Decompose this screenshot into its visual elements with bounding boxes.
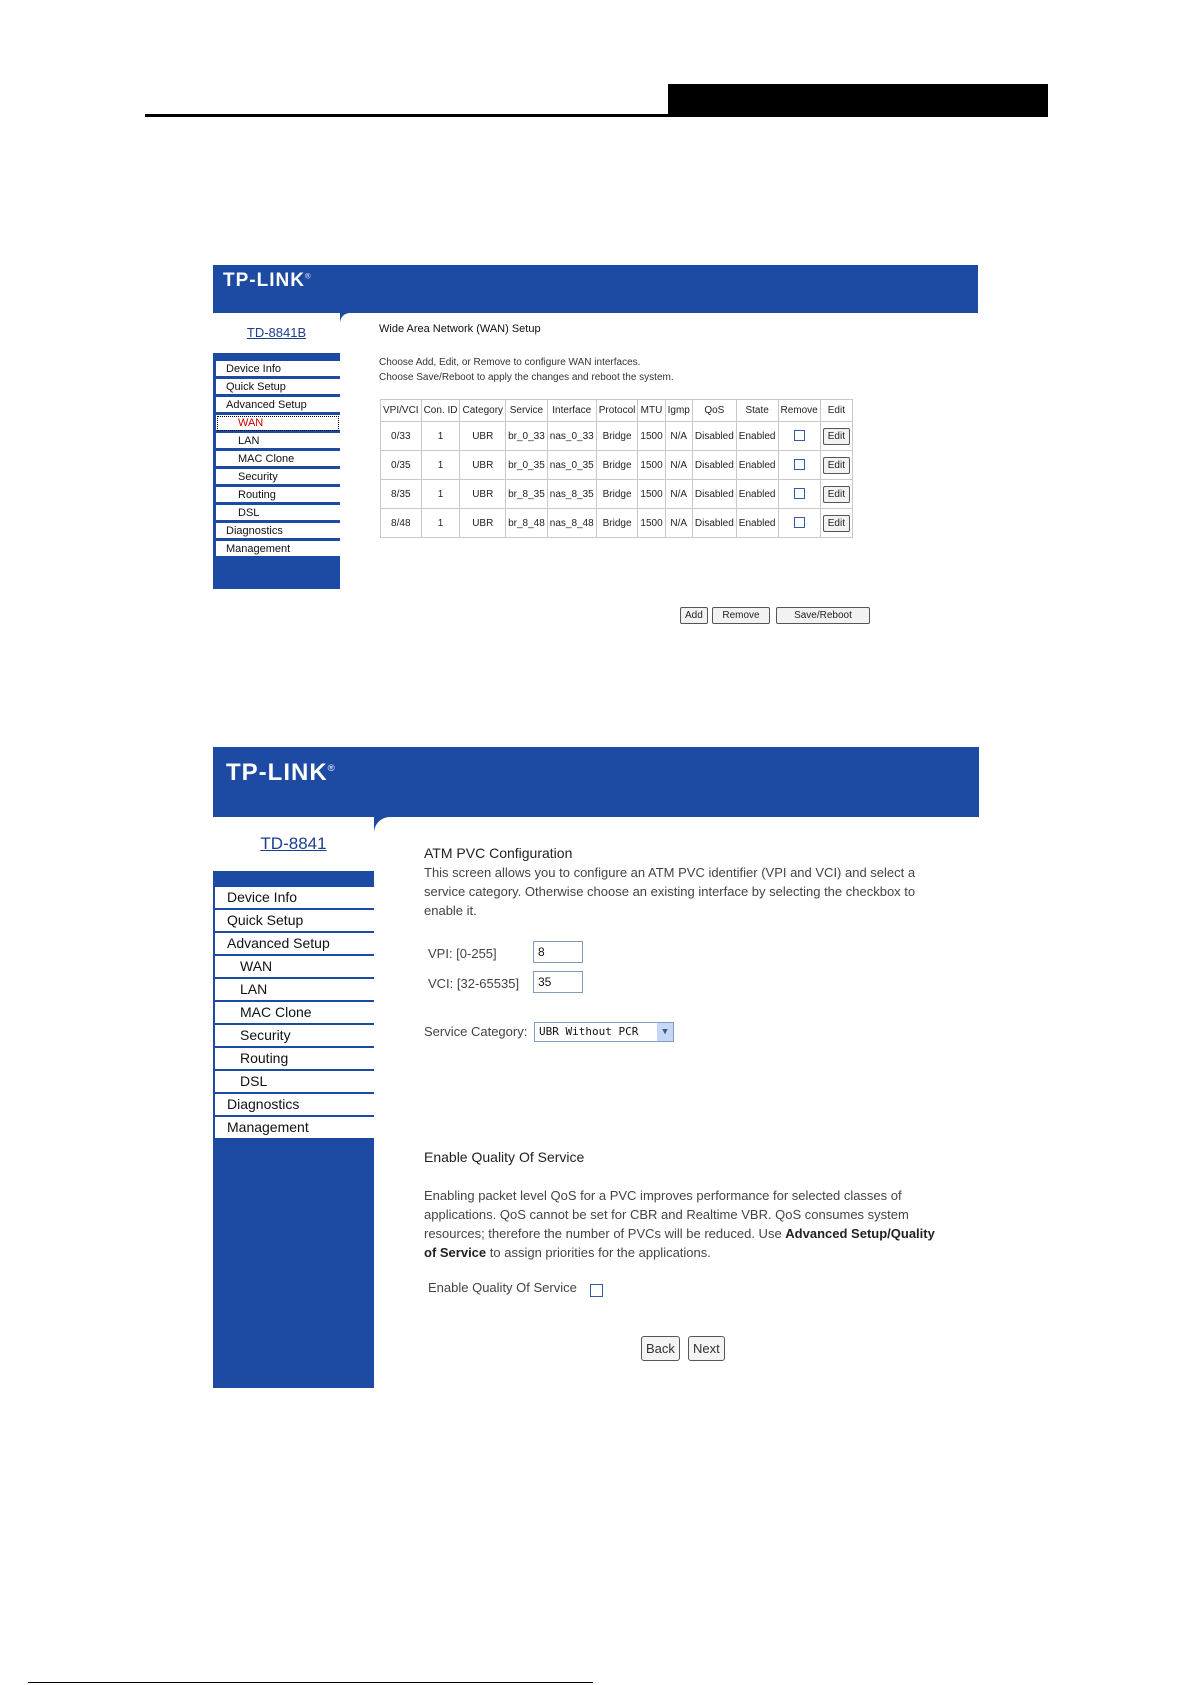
edit-button[interactable]: Edit	[823, 486, 850, 503]
description-line: Choose Save/Reboot to apply the changes and reboot the system.	[379, 372, 674, 383]
cell-service: br_8_35	[506, 480, 548, 509]
col-igmp: Igmp	[665, 400, 692, 422]
menu-quick-setup[interactable]: Quick Setup	[216, 379, 340, 396]
cell-vpi-vci: 0/35	[381, 451, 422, 480]
cell-interface: nas_0_33	[547, 422, 596, 451]
cell-con-id: 1	[421, 509, 460, 538]
vci-label: VCI: [32-65535]	[428, 976, 520, 991]
tp-link-logo: TP-LINK®	[226, 759, 336, 786]
page-description	[379, 355, 674, 385]
qos-description	[424, 1186, 944, 1262]
service-category-label: Service Category:	[424, 1024, 528, 1039]
qos-description-text: Enabling packet level QoS for a PVC improves performance for selected classes of applications. QoS cannot be set for CBR and Realtime VBR. QoS consumes system resources; therefore the number of PVCs will be reduced. Use	[424, 1188, 909, 1241]
cell-edit	[820, 451, 852, 480]
menu-lan[interactable]: LAN	[216, 433, 340, 450]
atm-pvc-screenshot	[213, 747, 979, 1388]
col-qos: QoS	[692, 400, 736, 422]
table-header-row	[381, 400, 853, 422]
cell-qos: Disabled	[692, 509, 736, 538]
cell-remove	[778, 509, 820, 538]
col-interface: Interface	[547, 400, 596, 422]
menu-mac-clone[interactable]: MAC Clone	[216, 451, 340, 468]
cell-protocol: Bridge	[596, 509, 638, 538]
menu-management[interactable]: Management	[216, 541, 340, 558]
vpi-label: VPI: [0-255]	[428, 946, 497, 961]
edit-button[interactable]: Edit	[823, 515, 850, 532]
edit-button[interactable]: Edit	[823, 457, 850, 474]
qos-title: Enable Quality Of Service	[424, 1149, 585, 1165]
cell-category: UBR	[460, 480, 506, 509]
cell-interface: nas_0_35	[547, 451, 596, 480]
model-link[interactable]: TD-8841B	[213, 313, 340, 353]
col-vpi-vci: VPI/VCI	[381, 400, 422, 422]
content-panel	[340, 313, 978, 621]
menu-wan[interactable]: WAN	[215, 956, 374, 978]
menu-management[interactable]: Management	[215, 1117, 374, 1139]
save-reboot-button[interactable]: Save/Reboot	[776, 607, 870, 624]
cell-vpi-vci: 8/48	[381, 509, 422, 538]
cell-igmp: N/A	[665, 422, 692, 451]
cell-qos: Disabled	[692, 480, 736, 509]
col-edit: Edit	[820, 400, 852, 422]
col-remove: Remove	[778, 400, 820, 422]
cell-vpi-vci: 0/33	[381, 422, 422, 451]
menu-diagnostics[interactable]: Diagnostics	[215, 1094, 374, 1116]
cell-remove	[778, 451, 820, 480]
remove-checkbox[interactable]	[794, 488, 805, 499]
cell-category: UBR	[460, 451, 506, 480]
menu-advanced-setup[interactable]: Advanced Setup	[215, 933, 374, 955]
cell-category: UBR	[460, 422, 506, 451]
cell-state: Enabled	[736, 480, 778, 509]
cell-interface: nas_8_48	[547, 509, 596, 538]
cell-con-id: 1	[421, 480, 460, 509]
col-protocol: Protocol	[596, 400, 638, 422]
cell-qos: Disabled	[692, 422, 736, 451]
table-row	[381, 451, 853, 480]
col-con-id: Con. ID	[421, 400, 460, 422]
cell-vpi-vci: 8/35	[381, 480, 422, 509]
next-button[interactable]: Next	[688, 1336, 725, 1361]
service-category-value: UBR Without PCR	[539, 1025, 639, 1038]
footer-rule	[28, 1682, 593, 1683]
remove-checkbox[interactable]	[794, 517, 805, 528]
cell-protocol: Bridge	[596, 451, 638, 480]
menu-security[interactable]: Security	[215, 1025, 374, 1047]
cell-remove	[778, 422, 820, 451]
col-service: Service	[506, 400, 548, 422]
qos-checkbox[interactable]	[590, 1284, 603, 1297]
add-button[interactable]: Add	[680, 607, 708, 624]
cell-remove	[778, 480, 820, 509]
cell-qos: Disabled	[692, 451, 736, 480]
menu-mac-clone[interactable]: MAC Clone	[215, 1002, 374, 1024]
cell-mtu: 1500	[638, 509, 665, 538]
cell-protocol: Bridge	[596, 422, 638, 451]
page-intro: This screen allows you to configure an ATM PVC identifier (VPI and VCI) and select a service category. Otherwise choose an existing interface by selecting the checkbox to enable it.	[424, 865, 916, 918]
edit-button[interactable]: Edit	[823, 428, 850, 445]
brand-bar	[213, 265, 978, 313]
cell-igmp: N/A	[665, 451, 692, 480]
cell-con-id: 1	[421, 422, 460, 451]
table-row	[381, 422, 853, 451]
description-line: Choose Add, Edit, or Remove to configure WAN interfaces.	[379, 357, 641, 368]
menu-diagnostics[interactable]: Diagnostics	[216, 523, 340, 540]
menu-device-info[interactable]: Device Info	[215, 887, 374, 909]
cell-igmp: N/A	[665, 509, 692, 538]
cell-service: br_0_35	[506, 451, 548, 480]
tp-link-logo: TP-LINK®	[223, 270, 312, 291]
cell-edit	[820, 422, 852, 451]
cell-mtu: 1500	[638, 422, 665, 451]
content-panel	[374, 817, 979, 1388]
wan-setup-screenshot	[213, 265, 978, 621]
col-category: Category	[460, 400, 506, 422]
cell-mtu: 1500	[638, 480, 665, 509]
qos-checkbox-label: Enable Quality Of Service	[428, 1280, 577, 1295]
brand-bar	[213, 747, 979, 817]
qos-description-link: Advanced Setup/Quality of Service	[424, 1226, 935, 1260]
remove-checkbox[interactable]	[794, 459, 805, 470]
cell-igmp: N/A	[665, 480, 692, 509]
chevron-down-icon[interactable]: ▼	[657, 1023, 673, 1041]
cell-state: Enabled	[736, 422, 778, 451]
menu-lan[interactable]: LAN	[215, 979, 374, 1001]
model-link[interactable]: TD-8841	[213, 817, 374, 871]
menu-advanced-setup[interactable]: Advanced Setup	[216, 397, 340, 414]
col-mtu: MTU	[638, 400, 665, 422]
col-state: State	[736, 400, 778, 422]
menu-routing[interactable]: Routing	[216, 487, 340, 504]
menu-dsl[interactable]: DSL	[215, 1071, 374, 1093]
cell-edit	[820, 480, 852, 509]
cell-category: UBR	[460, 509, 506, 538]
cell-state: Enabled	[736, 451, 778, 480]
table-row	[381, 480, 853, 509]
menu-routing[interactable]: Routing	[215, 1048, 374, 1070]
menu-wan[interactable]: WAN	[216, 415, 340, 432]
cell-service: br_8_48	[506, 509, 548, 538]
cell-service: br_0_33	[506, 422, 548, 451]
qos-description-text: to assign priorities for the applications.	[486, 1245, 711, 1260]
cell-state: Enabled	[736, 509, 778, 538]
vci-input[interactable]	[533, 971, 583, 993]
cell-mtu: 1500	[638, 451, 665, 480]
menu-device-info[interactable]: Device Info	[216, 361, 340, 378]
table-row	[381, 509, 853, 538]
back-button[interactable]: Back	[641, 1336, 680, 1361]
remove-button[interactable]: Remove	[712, 607, 770, 624]
header-rule	[145, 114, 1048, 117]
remove-checkbox[interactable]	[794, 430, 805, 441]
header-box	[668, 84, 1048, 117]
cell-con-id: 1	[421, 451, 460, 480]
cell-edit	[820, 509, 852, 538]
vpi-input[interactable]	[533, 941, 583, 963]
cell-interface: nas_8_35	[547, 480, 596, 509]
menu-dsl[interactable]: DSL	[216, 505, 340, 522]
service-category-select[interactable]	[534, 1022, 674, 1042]
page-title: Wide Area Network (WAN) Setup	[379, 323, 541, 335]
menu-quick-setup[interactable]: Quick Setup	[215, 910, 374, 932]
page-title: ATM PVC Configuration	[424, 845, 573, 861]
wan-table	[380, 399, 853, 538]
menu-security[interactable]: Security	[216, 469, 340, 486]
cell-protocol: Bridge	[596, 480, 638, 509]
